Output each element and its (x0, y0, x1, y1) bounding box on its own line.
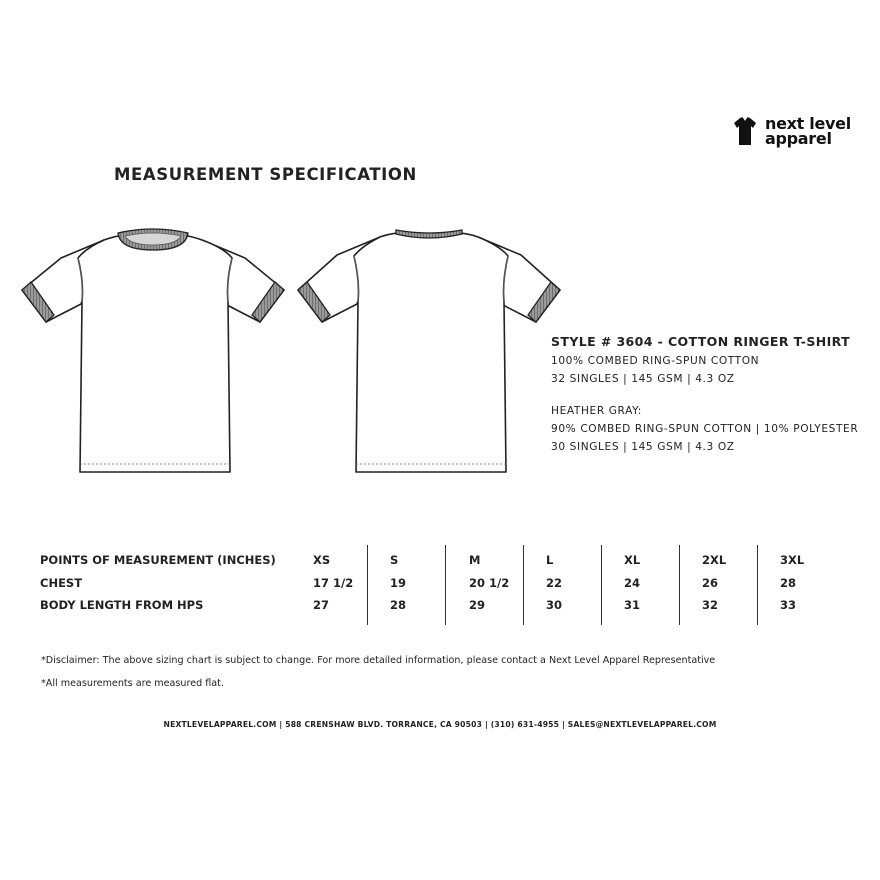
body-length-value: 33 (780, 598, 797, 612)
size-header: XS (313, 553, 331, 567)
fabric-line: 100% COMBED RING-SPUN COTTON (551, 355, 760, 367)
column-divider (679, 545, 680, 625)
measurement-table (0, 545, 880, 627)
flat-measurement-note: *All measurements are measured flat. (41, 678, 224, 689)
table-header-label: POINTS OF MEASUREMENT (INCHES) (40, 553, 276, 567)
column-divider (445, 545, 446, 625)
chest-value: 20 1/2 (469, 576, 510, 590)
weight-line: 32 SINGLES | 145 GSM | 4.3 OZ (551, 373, 735, 385)
heather-fabric-line: 90% COMBED RING-SPUN COTTON | 10% POLYESTER (551, 423, 859, 435)
size-header: L (546, 553, 554, 567)
body-length-value: 28 (390, 598, 407, 612)
column-divider (757, 545, 758, 625)
size-header: S (390, 553, 399, 567)
chest-value: 22 (546, 576, 563, 590)
disclaimer-note: *Disclaimer: The above sizing chart is subject to change. For more detailed information, please contact a Next Level Apparel Representative (41, 655, 716, 666)
heather-label: HEATHER GRAY: (551, 405, 642, 417)
chest-value: 19 (390, 576, 407, 590)
body-length-value: 31 (624, 598, 641, 612)
row-label-body-length: BODY LENGTH FROM HPS (40, 598, 204, 612)
body-length-value: 29 (469, 598, 486, 612)
row-label-chest: CHEST (40, 576, 83, 590)
column-divider (601, 545, 602, 625)
chest-value: 17 1/2 (313, 576, 354, 590)
style-number: STYLE # 3604 - COTTON RINGER T-SHIRT (551, 334, 851, 349)
body-length-value: 32 (702, 598, 719, 612)
chest-value: 28 (780, 576, 797, 590)
brand-name-line2: apparel (765, 129, 832, 148)
footer-contact: NEXTLEVELAPPAREL.COM | 588 CRENSHAW BLVD. TORRANCE, CA 90503 | (310) 631-4955 | SALES@NEXTLEVELAPPAREL.COM (163, 720, 717, 729)
tshirt-front-illustration (18, 222, 298, 482)
tshirt-back-illustration (294, 222, 574, 482)
size-header: 2XL (702, 553, 727, 567)
column-divider (523, 545, 524, 625)
column-divider (367, 545, 368, 625)
size-header: XL (624, 553, 641, 567)
size-header: M (469, 553, 481, 567)
chest-value: 26 (702, 576, 719, 590)
page-title: MEASUREMENT SPECIFICATION (114, 165, 417, 184)
size-header: 3XL (780, 553, 805, 567)
brand-name-line1: next level (765, 114, 851, 133)
brand-logo (733, 116, 851, 146)
body-length-value: 30 (546, 598, 563, 612)
body-length-value: 27 (313, 598, 330, 612)
product-spec (551, 334, 858, 459)
tshirt-logo-icon (733, 116, 757, 146)
heather-weight-line: 30 SINGLES | 145 GSM | 4.3 OZ (551, 441, 735, 453)
chest-value: 24 (624, 576, 641, 590)
